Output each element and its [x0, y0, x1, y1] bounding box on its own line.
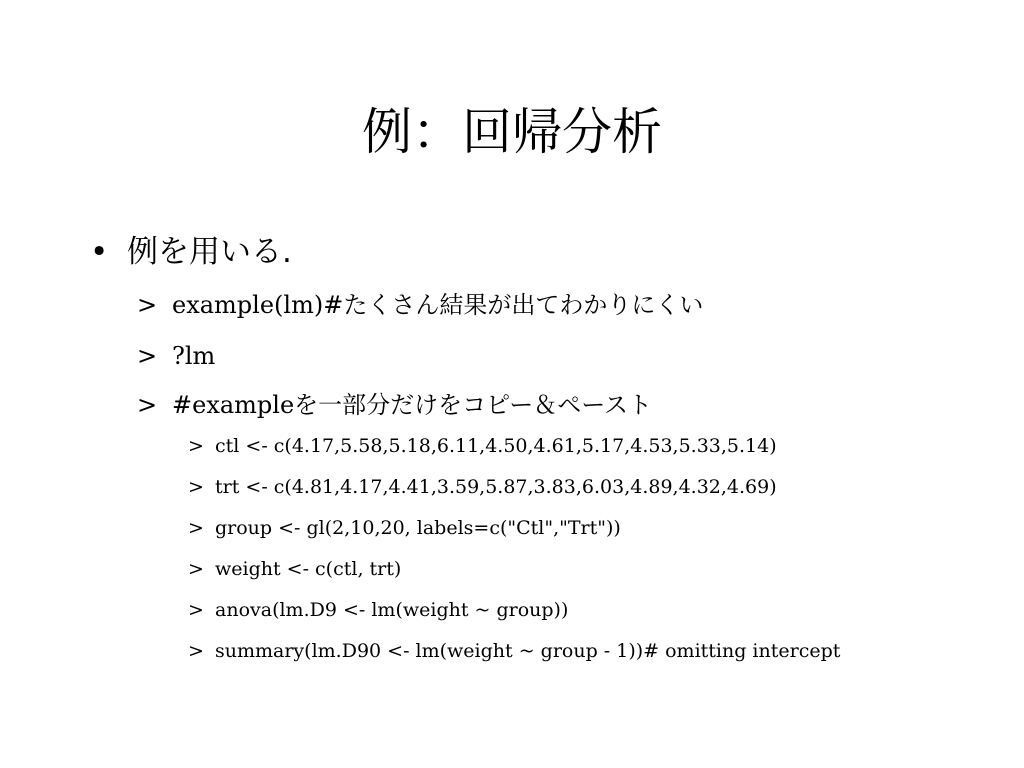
- code-line-trt: [188, 473, 777, 501]
- prompt-marker: >: [137, 291, 158, 319]
- code-text: anova(lm.D9 <- lm(weight ~ group)): [215, 599, 569, 621]
- prompt-marker: >: [188, 640, 204, 662]
- code-text: #example: [172, 391, 295, 419]
- prompt-marker: >: [137, 342, 158, 370]
- code-text: ?lm: [172, 342, 216, 370]
- command-line-copy-paste: [137, 389, 652, 421]
- code-text: example(lm)#: [172, 291, 344, 319]
- bullet-item: [90, 234, 292, 270]
- command-line-example: [137, 289, 703, 321]
- prompt-marker: >: [188, 558, 204, 580]
- code-text: summary(lm.D90 <- lm(weight ~ group - 1))# omitting intercept: [215, 640, 841, 662]
- bullet-icon: •: [90, 234, 109, 270]
- command-line-help: [137, 340, 215, 372]
- code-text: trt <- c(4.81,4.17,4.41,3.59,5.87,3.83,6.03,4.89,4.32,4.69): [215, 476, 777, 498]
- code-line-anova: [188, 596, 568, 624]
- prompt-marker: >: [137, 391, 158, 419]
- code-text: group <- gl(2,10,20, labels=c("Ctl","Trt")): [215, 517, 621, 539]
- code-line-ctl: [188, 432, 777, 460]
- code-line-group: [188, 514, 621, 542]
- prompt-marker: >: [188, 599, 204, 621]
- prompt-marker: >: [188, 476, 204, 498]
- code-line-summary: [188, 637, 840, 665]
- bullet-text: 例を用いる.: [127, 234, 292, 270]
- code-text: weight <- c(ctl, trt): [215, 558, 402, 580]
- comment-text: を一部分だけをコピー＆ペースト: [294, 391, 652, 419]
- prompt-marker: >: [188, 517, 204, 539]
- code-text: ctl <- c(4.17,5.58,5.18,6.11,4.50,4.61,5.17,4.53,5.33,5.14): [215, 435, 777, 457]
- code-line-weight: [188, 555, 401, 583]
- slide-title: 例：回帰分析: [362, 103, 662, 161]
- prompt-marker: >: [188, 435, 204, 457]
- comment-text: たくさん結果が出てわかりにくい: [343, 291, 704, 319]
